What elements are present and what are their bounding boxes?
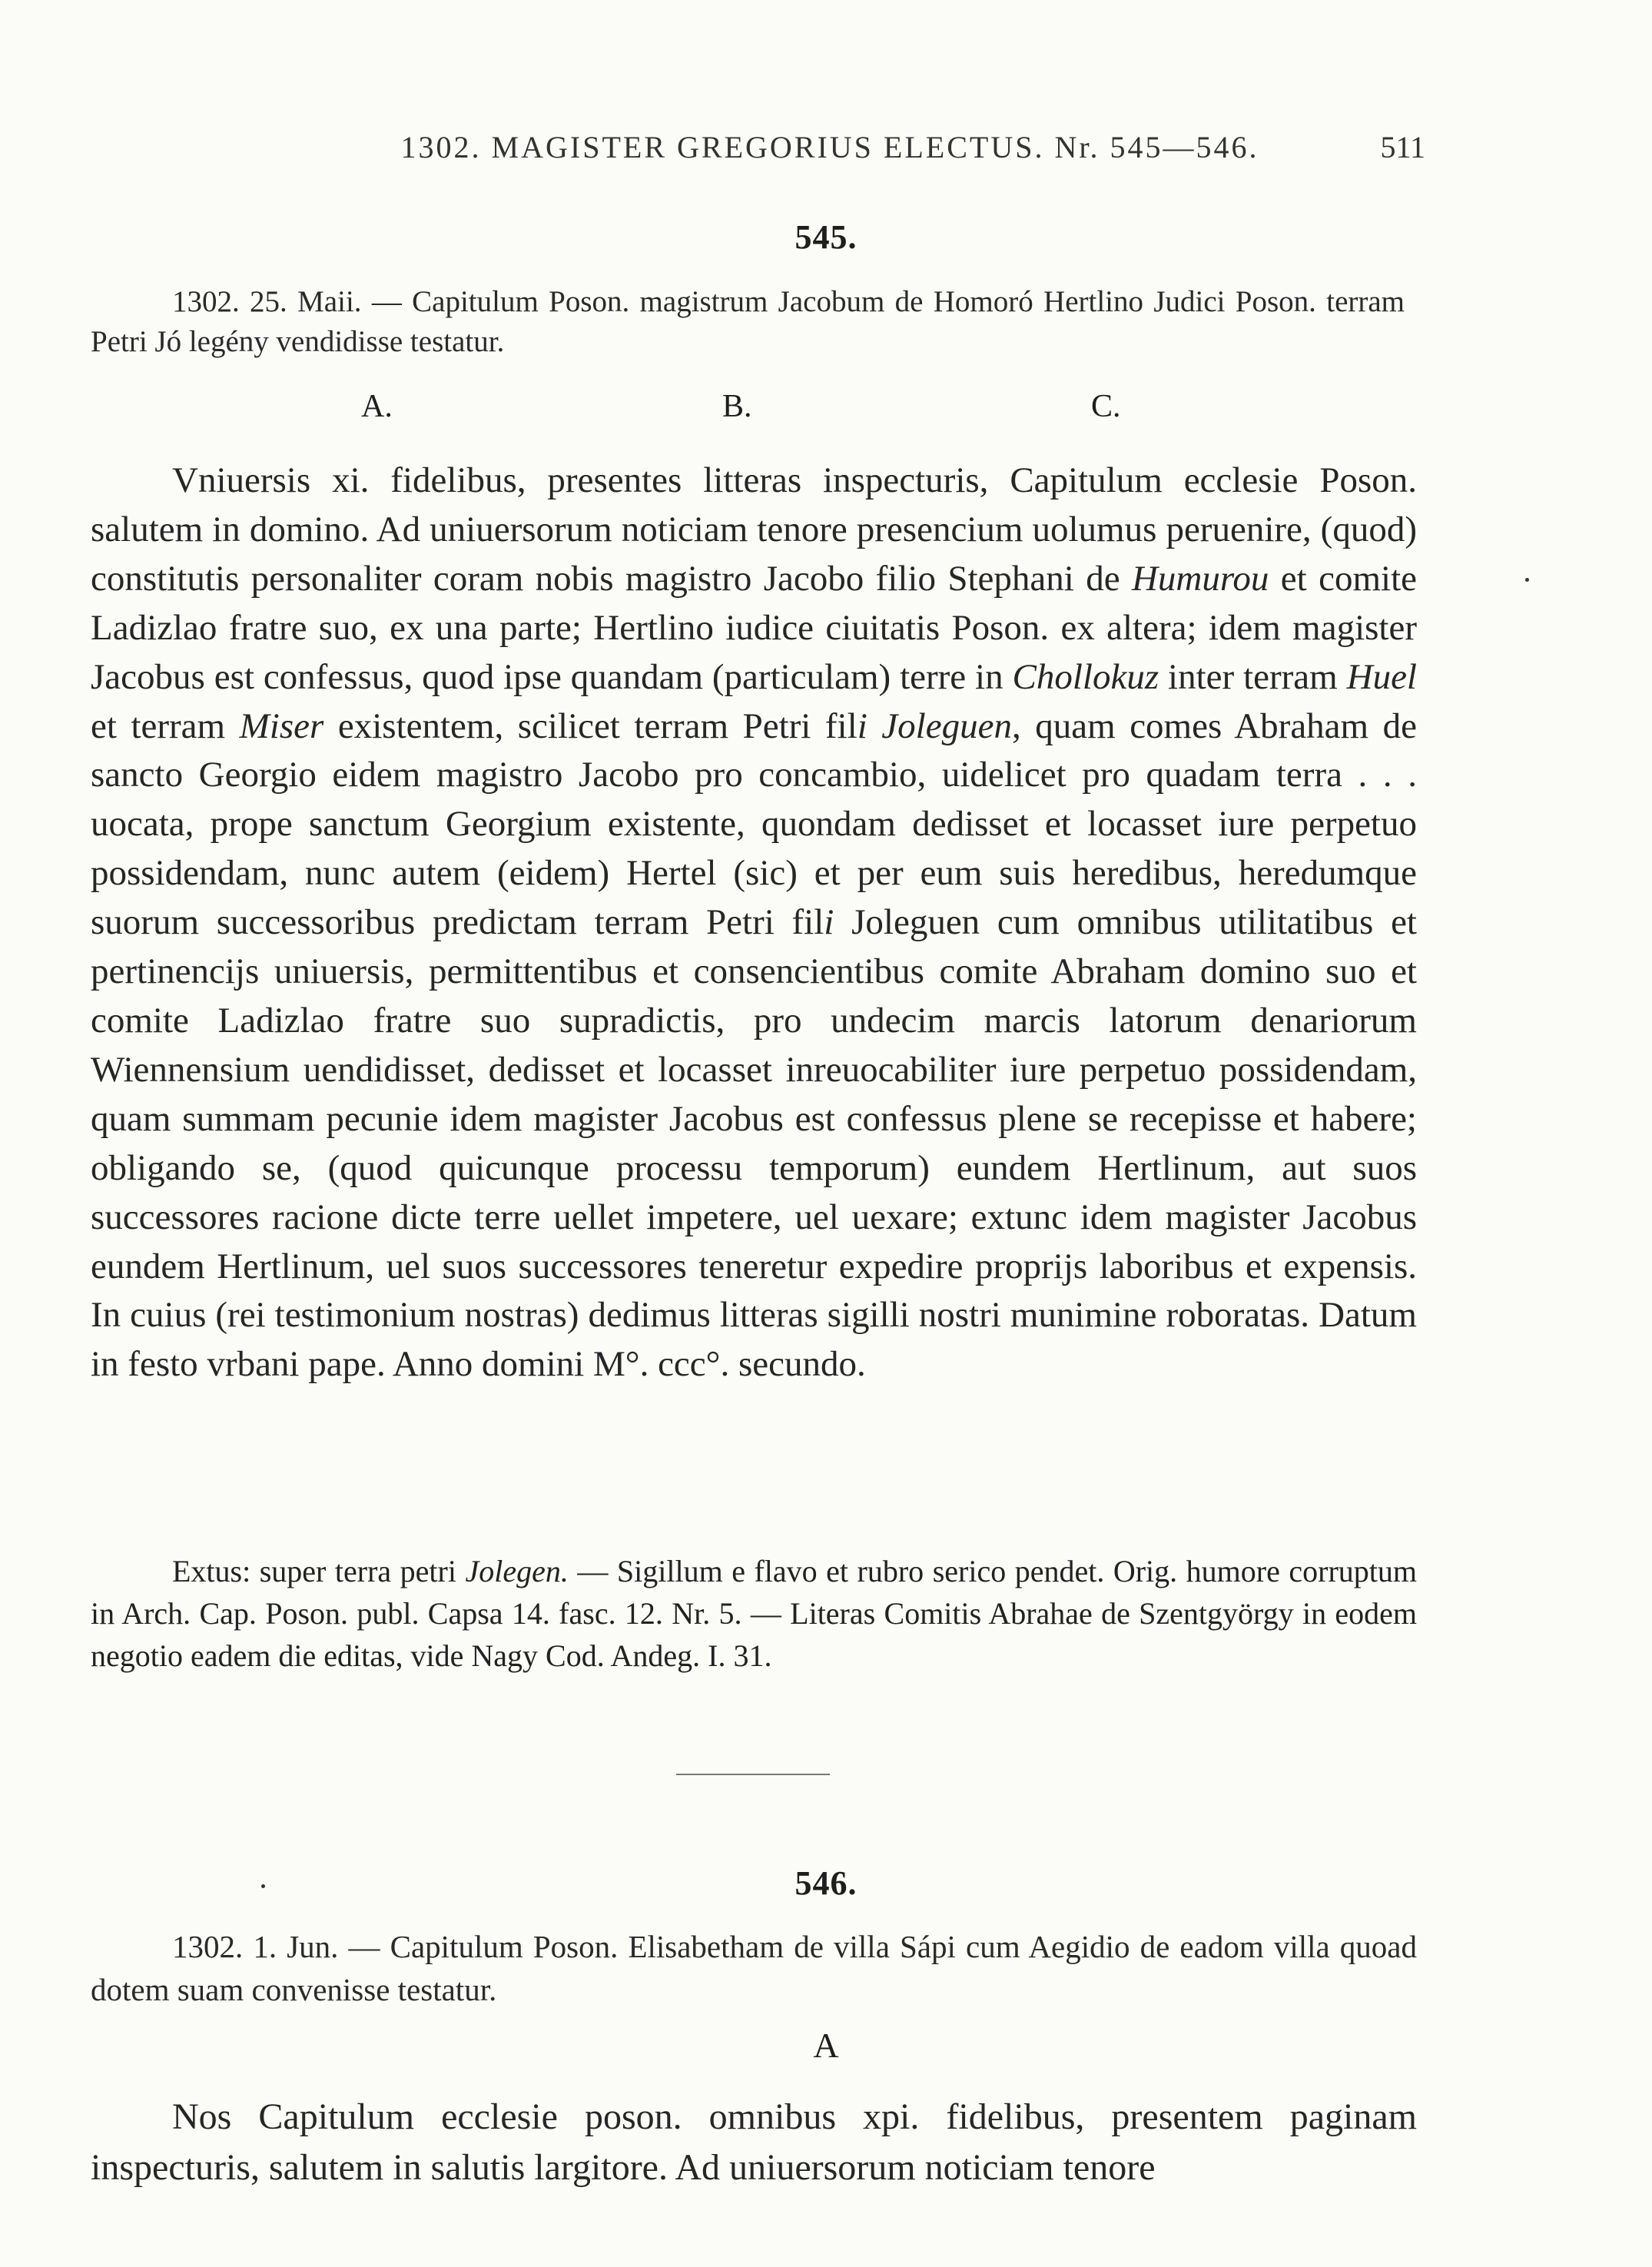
- regest-546: 1302. 1. Jun. — Capitulum Poson. Elisabetham de villa Sápi cum Aegidio de eadom villa quoad dotem suam convenisse testatur.: [91, 1929, 1417, 2007]
- document-number-545: 545.: [794, 218, 858, 256]
- italic-text-run: Miser: [239, 705, 324, 746]
- italic-text-run: Huel: [1346, 656, 1417, 697]
- charter-text-545: [91, 456, 1417, 1389]
- italic-text-run: Jolegen.: [465, 1554, 569, 1588]
- text-run: [867, 706, 882, 746]
- charter-text-546: [91, 2092, 1417, 2193]
- text-run: — Sigillum e flavo et rubro serico pendet. Orig. humore corruptum in Arch. Cap. Poson. publ. Capsa 14. fasc. 12. Nr. 5. — Literas Comitis Abrahae de Szentgyörgy in eodem negotio eadem die editas, vide Nagy Cod. Andeg. I. 31.: [91, 1554, 1417, 1673]
- text-run: Nos Capitulum ecclesie poson. omnibus xpi. fidelibus, presentem paginam inspecturis, salutem in salutis largitore. Ad uniuersorum noticiam tenore: [91, 2096, 1417, 2188]
- variant-label-c: C.: [1091, 389, 1121, 424]
- archival-note-545: [91, 1550, 1417, 1677]
- text-run: et terram: [91, 705, 240, 746]
- italic-text-run: Chollokuz: [1012, 656, 1159, 697]
- section-divider: [676, 1774, 830, 1775]
- text-run: et comite Ladizlao fratre suo, ex una parte; Hertlino iudice ciuitatis Poson. ex altera; idem magister Jacobus est confessus, quod ipse quandam (particulam) terre in: [91, 558, 1417, 697]
- document-number-546: 546.: [794, 1864, 858, 1902]
- italic-text-run: i: [824, 902, 834, 943]
- text-run: Joleguen cum omnibus utilitatibus et pertinencijs uniuersis, permittentibus et consencientibus comite Abraham domino suo et comite Ladizlao fratre suo supradictis, pro undecim marcis latorum denariorum Wiennensium uendidisset, dedisset et locasset inreuocabiliter iure perpetuo possidendam, quam summam pecunie idem magister Jacobus est confessus plene se recepisse et habere; obligando se, (quod quicunque processu temporum) eundem Hertlinum, aut suos successores racione dicte terre uellet impetere, uel uexare; extunc idem magister Jacobus eundem Hertlinum, uel suos successores teneretur expedire proprijs laboribus et expensis. In cuius (rei testimonium nostras) dedimus litteras sigilli nostri munimine roboratas. Datum in festo vrbani pape. Anno domini M°. ccc°. secundo.: [91, 902, 1417, 1385]
- text-run: existentem, scilicet terram Petri fil: [323, 705, 858, 746]
- speck-mark: [1525, 578, 1529, 582]
- text-run: inter terram: [1159, 656, 1347, 697]
- italic-text-run: Joleguen: [881, 705, 1012, 746]
- italic-text-run: i: [857, 705, 867, 746]
- page-number: 511: [1380, 130, 1425, 164]
- variant-labels-545: [0, 388, 1652, 434]
- variant-label-b: B.: [722, 389, 752, 424]
- variant-label-546: A: [813, 2026, 839, 2065]
- speck-mark: [261, 1884, 265, 1888]
- text-run: , quam comes Abraham de sancto Georgio eidem magistro Jacobo pro concambio, uidelicet pro quadam terra . . . uocata, prope sanctum Georgium existente, quondam dedisset et locasset iure perpetuo possidendam, nunc autem (eidem) Hertel (sic) et per eum suis heredibus, heredumque suorum successoribus predictam terram Petri fil: [91, 705, 1417, 943]
- running-head: 1302. MAGISTER GREGORIUS ELECTUS. Nr. 545—546.: [400, 130, 1259, 164]
- text-run: Vniuersis xi. fidelibus, presentes litteras inspecturis, Capitulum ecclesie Poson. salutem in domino. Ad uniuersorum noticiam tenore presencium uolumus peruenire, (quod) constitutis personaliter coram nobis magistro Jacobo filio Stephani de: [91, 460, 1417, 599]
- text-run: Extus: super terra petri: [172, 1554, 466, 1588]
- variant-label-a: A.: [361, 389, 393, 424]
- regest-545: 1302. 25. Maii. — Capitulum Poson. magistrum Jacobum de Homoró Hertlino Judici Poson. terram Petri Jó legény vendidisse testatur.: [91, 285, 1405, 358]
- italic-text-run: Humurou: [1131, 558, 1269, 599]
